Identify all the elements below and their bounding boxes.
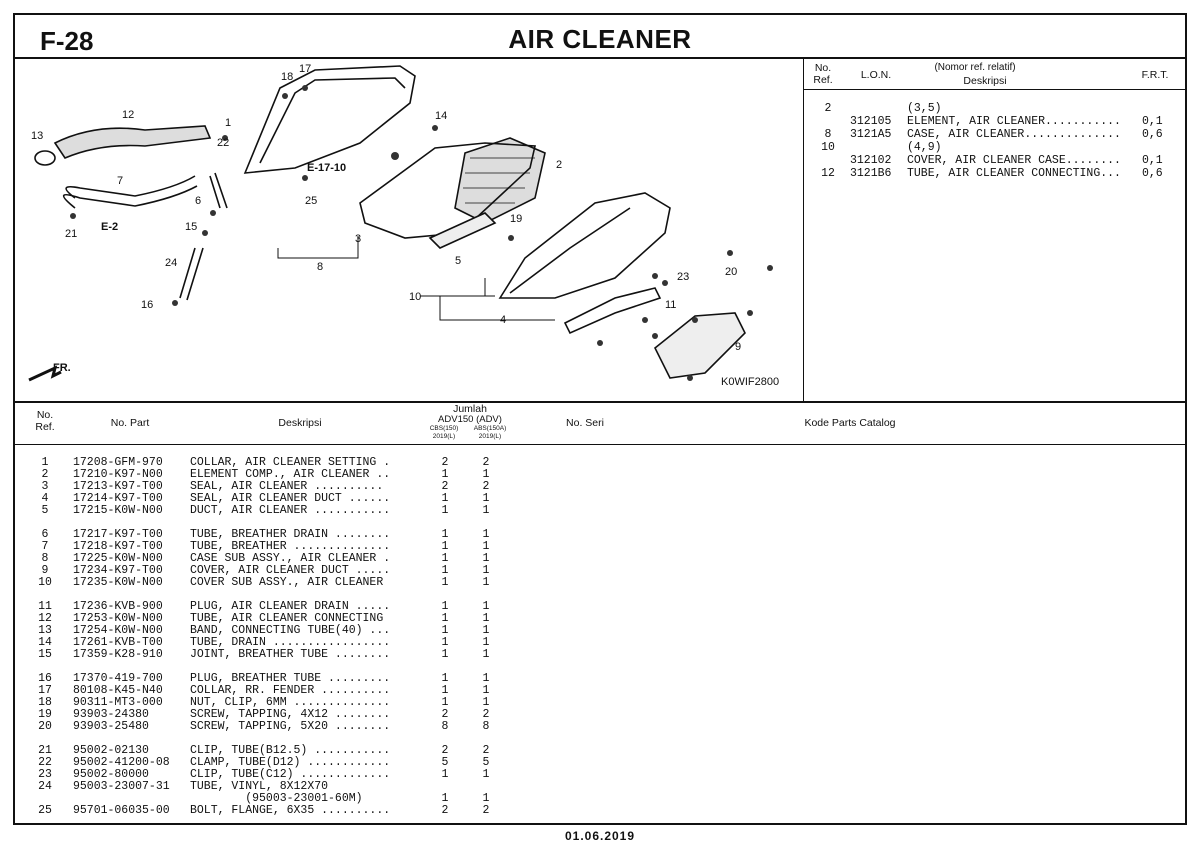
row-ref: 22 bbox=[38, 756, 52, 769]
row-part-number: 17234-K97-T00 bbox=[73, 564, 163, 577]
svg-text:18: 18 bbox=[281, 71, 294, 83]
row-part-number: 93903-25480 bbox=[73, 720, 149, 733]
row-qty-abs: 8 bbox=[482, 720, 490, 733]
row-ref: 23 bbox=[38, 768, 52, 781]
row-qty-cbs: 2 bbox=[441, 708, 449, 721]
row-description: NUT, CLIP, 6MM .............. bbox=[190, 696, 391, 709]
row-ref: 1 bbox=[41, 456, 49, 469]
row-ref: 24 bbox=[38, 780, 52, 793]
footer-date: 01.06.2019 bbox=[564, 829, 636, 843]
row-description: COVER SUB ASSY., AIR CLEANER bbox=[190, 576, 384, 589]
ref-header-desc: Deskripsi bbox=[963, 75, 1007, 87]
svg-text:FR.: FR. bbox=[53, 362, 71, 374]
svg-text:25: 25 bbox=[305, 195, 318, 207]
row-description: COLLAR, RR. FENDER .......... bbox=[190, 684, 391, 697]
ref-header-lon: L.O.N. bbox=[860, 69, 892, 81]
row-part-number: 17370-419-700 bbox=[73, 672, 163, 685]
row-part-number: 17253-K0W-N00 bbox=[73, 612, 163, 625]
row-part-number: 80108-K45-N40 bbox=[73, 684, 163, 697]
row-ref: 15 bbox=[38, 648, 52, 661]
row-qty-cbs: 1 bbox=[441, 612, 449, 625]
row-qty-cbs: 1 bbox=[441, 636, 449, 649]
ref-e2: E-2 bbox=[101, 221, 119, 233]
row-ref: 7 bbox=[41, 540, 49, 553]
row-qty-cbs: 1 bbox=[441, 552, 449, 565]
diagram-divider bbox=[803, 58, 804, 401]
row-ref: 2 bbox=[41, 468, 49, 481]
row-qty-cbs: 1 bbox=[441, 468, 449, 481]
ref-row-desc: TUBE, AIR CLEANER CONNECTING... bbox=[907, 167, 1121, 180]
row-qty-cbs: 2 bbox=[441, 744, 449, 757]
connecting-tube bbox=[55, 126, 210, 158]
svg-text:22: 22 bbox=[217, 137, 230, 149]
row-part-number: 17213-K97-T00 bbox=[73, 480, 163, 493]
row-qty-abs: 1 bbox=[482, 684, 490, 697]
row-ref: 19 bbox=[38, 708, 52, 721]
row-description: (95003-23001-60M) bbox=[190, 792, 363, 805]
ref-row-lon: 312102 bbox=[850, 154, 892, 167]
row-qty-abs: 2 bbox=[482, 480, 490, 493]
row-ref: 9 bbox=[41, 564, 49, 577]
ref-row-desc: COVER, AIR CLEANER CASE........ bbox=[907, 154, 1121, 167]
row-description: COVER, AIR CLEANER DUCT ..... bbox=[190, 564, 391, 577]
svg-text:1: 1 bbox=[225, 117, 232, 129]
svg-text:2: 2 bbox=[556, 159, 563, 171]
ref-header-frt: F.R.T. bbox=[1141, 69, 1169, 81]
row-qty-cbs: 5 bbox=[441, 756, 449, 769]
svg-text:6: 6 bbox=[195, 195, 202, 207]
row-qty-cbs: 2 bbox=[441, 804, 449, 817]
duct bbox=[430, 213, 495, 248]
row-description: ELEMENT COMP., AIR CLEANER .. bbox=[190, 468, 391, 481]
row-qty-abs: 1 bbox=[482, 696, 490, 709]
row-description: COLLAR, AIR CLEANER SETTING . bbox=[190, 456, 391, 469]
row-ref: 16 bbox=[38, 672, 52, 685]
row-qty-abs: 1 bbox=[482, 636, 490, 649]
row-qty-abs: 2 bbox=[482, 708, 490, 721]
row-qty-abs: 1 bbox=[482, 552, 490, 565]
ref-row-frt: 0,1 bbox=[1142, 115, 1163, 128]
main-header-divider bbox=[13, 444, 1187, 445]
row-qty-abs: 2 bbox=[482, 744, 490, 757]
row-part-number: 93903-24380 bbox=[73, 708, 149, 721]
air-element bbox=[455, 138, 545, 223]
row-ref: 21 bbox=[38, 744, 52, 757]
parts-diagram bbox=[15, 58, 803, 401]
row-description: CLIP, TUBE(B12.5) ........... bbox=[190, 744, 391, 757]
main-table-top-border bbox=[13, 401, 1187, 403]
row-qty-abs: 1 bbox=[482, 648, 490, 661]
row-ref: 13 bbox=[38, 624, 52, 637]
row-description: BAND, CONNECTING TUBE(40) ... bbox=[190, 624, 391, 637]
svg-text:15: 15 bbox=[185, 221, 198, 233]
row-part-number: 95701-06035-00 bbox=[73, 804, 170, 817]
svg-text:23: 23 bbox=[677, 271, 690, 283]
row-description: CLAMP, TUBE(D12) ............ bbox=[190, 756, 391, 769]
row-qty-abs: 1 bbox=[482, 540, 490, 553]
row-qty-abs: 2 bbox=[482, 804, 490, 817]
row-description: SCREW, TAPPING, 4X12 ........ bbox=[190, 708, 391, 721]
row-qty-cbs: 1 bbox=[441, 648, 449, 661]
row-ref: 12 bbox=[38, 612, 52, 625]
svg-text:19: 19 bbox=[510, 213, 523, 225]
row-part-number: 17254-K0W-N00 bbox=[73, 624, 163, 637]
main-header-serial: No. Seri bbox=[566, 417, 604, 429]
ref-header-noref: No. Ref. bbox=[813, 62, 833, 86]
row-qty-abs: 1 bbox=[482, 612, 490, 625]
main-header-qty-cbs: CBS(150) 2019(L) bbox=[429, 425, 459, 440]
row-ref: 4 bbox=[41, 492, 49, 505]
row-description: SEAL, AIR CLEANER DUCT ...... bbox=[190, 492, 391, 505]
row-part-number: 17208-GFM-970 bbox=[73, 456, 163, 469]
row-ref: 25 bbox=[38, 804, 52, 817]
svg-text:24: 24 bbox=[165, 257, 178, 269]
row-qty-cbs: 1 bbox=[441, 696, 449, 709]
row-ref: 10 bbox=[38, 576, 52, 589]
row-description: SCREW, TAPPING, 5X20 ........ bbox=[190, 720, 391, 733]
row-description: TUBE, BREATHER .............. bbox=[190, 540, 391, 553]
ref-header-desc-top: (Nomor ref. relatif) bbox=[934, 62, 1016, 73]
row-qty-abs: 1 bbox=[482, 768, 490, 781]
row-description: DUCT, AIR CLEANER ........... bbox=[190, 504, 391, 517]
main-header-qty-title: Jumlah bbox=[453, 403, 487, 415]
ref-e17: E-17-10 bbox=[307, 162, 347, 174]
row-description: PLUG, BREATHER TUBE ......... bbox=[190, 672, 391, 685]
main-header-noref: No. Ref. bbox=[35, 409, 55, 433]
row-part-number: 95002-02130 bbox=[73, 744, 149, 757]
main-header-desc: Deskripsi bbox=[278, 417, 322, 429]
case-upper bbox=[245, 66, 415, 173]
band bbox=[35, 151, 55, 165]
svg-text:17: 17 bbox=[299, 63, 312, 75]
row-part-number: 95003-23007-31 bbox=[73, 780, 170, 793]
row-ref: 8 bbox=[41, 552, 49, 565]
ref-row-frt: 0,6 bbox=[1142, 128, 1163, 141]
svg-text:5: 5 bbox=[455, 255, 462, 267]
ref-row-frt: 0,1 bbox=[1142, 154, 1163, 167]
row-qty-cbs: 1 bbox=[441, 528, 449, 541]
ref-row-frt: 0,6 bbox=[1142, 167, 1163, 180]
row-qty-cbs: 1 bbox=[441, 672, 449, 685]
main-header-catalog: Kode Parts Catalog bbox=[804, 417, 896, 429]
row-part-number: 17214-K97-T00 bbox=[73, 492, 163, 505]
row-ref: 17 bbox=[38, 684, 52, 697]
row-qty-abs: 1 bbox=[482, 672, 490, 685]
row-qty-abs: 1 bbox=[482, 576, 490, 589]
row-qty-abs: 1 bbox=[482, 492, 490, 505]
row-ref: 3 bbox=[41, 480, 49, 493]
svg-text:20: 20 bbox=[725, 266, 738, 278]
row-part-number: 95002-41200-08 bbox=[73, 756, 170, 769]
ref-row-ref: 12 bbox=[821, 167, 835, 180]
row-description: JOINT, BREATHER TUBE ........ bbox=[190, 648, 391, 661]
row-qty-cbs: 1 bbox=[441, 792, 449, 805]
row-qty-abs: 2 bbox=[482, 456, 490, 469]
row-description: TUBE, BREATHER DRAIN ........ bbox=[190, 528, 391, 541]
main-header-partno: No. Part bbox=[110, 417, 150, 429]
row-qty-cbs: 1 bbox=[441, 600, 449, 613]
svg-text:7: 7 bbox=[117, 175, 124, 187]
svg-text:10: 10 bbox=[409, 291, 422, 303]
row-part-number: 17215-K0W-N00 bbox=[73, 504, 163, 517]
row-ref: 11 bbox=[38, 600, 52, 613]
row-qty-cbs: 8 bbox=[441, 720, 449, 733]
row-ref: 6 bbox=[41, 528, 49, 541]
row-qty-cbs: 2 bbox=[441, 456, 449, 469]
front-arrow-icon bbox=[29, 362, 71, 380]
row-qty-cbs: 1 bbox=[441, 504, 449, 517]
row-ref: 20 bbox=[38, 720, 52, 733]
row-ref: 14 bbox=[38, 636, 52, 649]
row-ref: 5 bbox=[41, 504, 49, 517]
row-description: SEAL, AIR CLEANER .......... bbox=[190, 480, 384, 493]
row-description: CASE SUB ASSY., AIR CLEANER . bbox=[190, 552, 391, 565]
row-ref: 18 bbox=[38, 696, 52, 709]
row-description: TUBE, VINYL, 8X12X70 bbox=[190, 780, 329, 793]
row-part-number: 17225-K0W-N00 bbox=[73, 552, 163, 565]
page-code: F-28 bbox=[40, 26, 94, 56]
ref-row-lon: 3121A5 bbox=[850, 128, 892, 141]
row-part-number: 17236-KVB-900 bbox=[73, 600, 163, 613]
drain-tube bbox=[210, 173, 227, 208]
page-title: AIR CLEANER bbox=[508, 24, 692, 54]
ref-row-ref: 8 bbox=[824, 128, 832, 141]
row-qty-cbs: 1 bbox=[441, 564, 449, 577]
diagram-code: K0WIF2800 bbox=[721, 376, 780, 388]
row-part-number: 95002-80000 bbox=[73, 768, 149, 781]
row-qty-abs: 1 bbox=[482, 564, 490, 577]
ref-row-desc: (4,9) bbox=[907, 141, 942, 154]
row-qty-cbs: 1 bbox=[441, 768, 449, 781]
svg-text:8: 8 bbox=[317, 261, 324, 273]
ref-row-ref: 10 bbox=[821, 141, 835, 154]
row-qty-cbs: 2 bbox=[441, 480, 449, 493]
svg-text:13: 13 bbox=[31, 130, 44, 142]
row-part-number: 17217-K97-T00 bbox=[73, 528, 163, 541]
svg-text:12: 12 bbox=[122, 109, 135, 121]
row-part-number: 17261-KVB-T00 bbox=[73, 636, 163, 649]
svg-text:9: 9 bbox=[735, 341, 742, 353]
row-qty-cbs: 1 bbox=[441, 492, 449, 505]
ref-row-desc: (3,5) bbox=[907, 102, 942, 115]
ref-row-lon: 3121B6 bbox=[850, 167, 892, 180]
ref-row-ref: 2 bbox=[824, 102, 832, 115]
ref-row-desc: CASE, AIR CLEANER.............. bbox=[907, 128, 1121, 141]
row-part-number: 17218-K97-T00 bbox=[73, 540, 163, 553]
row-qty-abs: 1 bbox=[482, 504, 490, 517]
row-part-number: 17235-K0W-N00 bbox=[73, 576, 163, 589]
svg-text:4: 4 bbox=[500, 314, 507, 326]
seal-lower bbox=[565, 288, 660, 333]
row-qty-cbs: 1 bbox=[441, 624, 449, 637]
row-qty-abs: 1 bbox=[482, 468, 490, 481]
duct-cover bbox=[655, 313, 745, 378]
row-qty-cbs: 1 bbox=[441, 576, 449, 589]
row-qty-abs: 1 bbox=[482, 792, 490, 805]
row-part-number: 17210-K97-N00 bbox=[73, 468, 163, 481]
row-qty-abs: 1 bbox=[482, 624, 490, 637]
svg-text:16: 16 bbox=[141, 299, 154, 311]
svg-text:21: 21 bbox=[65, 228, 78, 240]
svg-text:3: 3 bbox=[355, 233, 362, 245]
ref-row-lon: 312105 bbox=[850, 115, 892, 128]
svg-text:14: 14 bbox=[435, 110, 448, 122]
row-description: TUBE, AIR CLEANER CONNECTING bbox=[190, 612, 384, 625]
row-qty-abs: 5 bbox=[482, 756, 490, 769]
row-description: PLUG, AIR CLEANER DRAIN ..... bbox=[190, 600, 391, 613]
row-description: CLIP, TUBE(C12) ............. bbox=[190, 768, 391, 781]
row-description: TUBE, DRAIN ................. bbox=[190, 636, 391, 649]
row-description: BOLT, FLANGE, 6X35 .......... bbox=[190, 804, 391, 817]
row-qty-cbs: 1 bbox=[441, 540, 449, 553]
ref-header-divider bbox=[804, 89, 1187, 90]
svg-text:11: 11 bbox=[665, 299, 677, 311]
row-part-number: 17359-K28-910 bbox=[73, 648, 163, 661]
main-header-qty-model: ADV150 (ADV) bbox=[438, 414, 502, 425]
row-qty-abs: 1 bbox=[482, 600, 490, 613]
row-part-number: 90311-MT3-000 bbox=[73, 696, 163, 709]
row-qty-abs: 1 bbox=[482, 528, 490, 541]
row-qty-cbs: 1 bbox=[441, 684, 449, 697]
ref-row-desc: ELEMENT, AIR CLEANER........... bbox=[907, 115, 1121, 128]
main-header-qty-abs: ABS(150A) 2019(L) bbox=[473, 425, 507, 440]
